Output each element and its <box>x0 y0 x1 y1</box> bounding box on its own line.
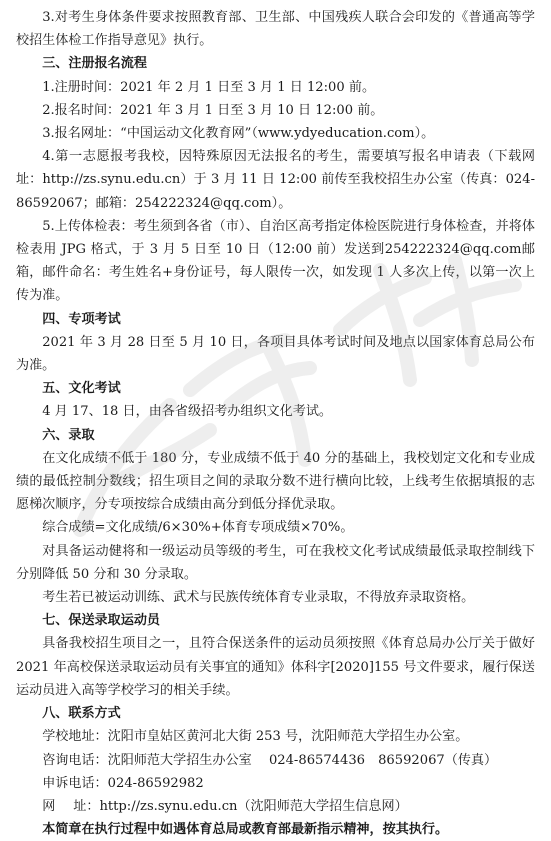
appeal-value: 024-86592982 <box>107 775 204 791</box>
admission-rule-paragraph: 在文化成绩不低于 180 分，专业成绩不低于 40 分的基础上，我校划定文化和专业成绩的最低控制分数线；招生项目之间的录取分数不进行横向比较，上线考生依据填报的志愿梯次顺序，分专项按综合成绩由高分到低分择优录取。 <box>16 450 535 513</box>
escort-admission-paragraph: 具备我校招生项目之一，且符合保送条件的运动员须按照《体育总局办公厅关于做好 2021 年高校保送录取运动员有关事宜的通知》体科字[2020]155 号文件要求，履行保送运动员进入高等学校学习的相关手续。 <box>16 636 535 698</box>
contact-address-row <box>16 725 535 748</box>
contact-website-row <box>16 795 535 818</box>
section-heading-specialty-exam: 四、专项考试 <box>42 311 121 327</box>
special-application-item: 4.第一志愿报考我校，因特殊原因无法报名的考生，需要填写报名申请表（下载网址：http://zs.synu.edu.cn）于 3 月 11 日 12:00 前传至我校招生办公室（传真：024-86592067；邮箱：254222324@qq.com）。 <box>16 149 535 211</box>
contact-appeal-row <box>16 772 535 795</box>
application-time-item: 2.报名时间：2021 年 3 月 1 日至 3 月 10 日 12:00 前。 <box>42 102 384 118</box>
appeal-label: 申诉电话： <box>42 775 108 791</box>
athlete-bonus-paragraph: 对具备运动健将和一级运动员等级的考生，可在我校文化考试成绩最低录取控制线下分别降低 50 分和 30 分录取。 <box>16 543 535 582</box>
specialty-exam-paragraph: 2021 年 3 月 28 日至 5 月 10 日，各项目具体考试时间及地点以国家体育总局公布为准。 <box>16 334 535 374</box>
no-abandon-paragraph: 考生若已被运动训练、武术与民族传统体育专业录取，不得放弃录取资格。 <box>42 590 475 606</box>
address-label: 学校地址： <box>42 729 108 745</box>
section-heading-registration: 三、注册报名流程 <box>42 56 147 72</box>
health-requirement-paragraph: 3.对考生身体条件要求按照教育部、卫生部、中国残疾人联合会印发的《普通高等学校招生体检工作指导意见》执行。 <box>16 10 535 49</box>
website-value[interactable]: http://zs.synu.edu.cn（沈阳师范大学招生信息网） <box>99 798 408 814</box>
composite-score-formula: 综合成绩=文化成绩/6×30%+体育专项成绩×70%。 <box>42 520 354 536</box>
culture-exam-paragraph: 4 月 17、18 日，由各省级招考办组织文化考试。 <box>42 404 333 420</box>
final-note: 本简章在执行过程中如遇体育总局或教育部最新指示精神，按其执行。 <box>42 822 449 838</box>
section-heading-escort-admission: 七、保送录取运动员 <box>42 613 161 629</box>
contact-phone-row <box>16 749 535 772</box>
phone-label: 咨询电话： <box>42 752 108 768</box>
website-label-second: 址： <box>73 798 100 814</box>
section-heading-culture-exam: 五、文化考试 <box>42 381 121 397</box>
website-label-first: 网 <box>42 798 56 814</box>
section-heading-admission: 六、录取 <box>42 427 95 443</box>
medical-form-upload-item: 5.上传体检表：考生须到各省（市）、自治区高考指定体检医院进行身体检查，并将体检表用 JPG 格式，于 3 月 5 日至 10 日（12:00 前）发送到254222324@qq.com邮箱，邮件命名：考生姓名+身份证号，每人限传一次，如发现 1 人多次上传，以第一次上传为准。 <box>16 218 535 304</box>
registration-time-item: 1.注册时间：2021 年 2 月 1 日至 3 月 1 日 12:00 前。 <box>42 79 376 95</box>
phone-value: 沈阳师范大学招生办公室 024-86574436 86592067（传真） <box>107 752 498 768</box>
address-value: 沈阳市皇姑区黄河北大街 253 号，沈阳师范大学招生办公室。 <box>107 729 469 745</box>
section-heading-contact: 八、联系方式 <box>42 706 121 722</box>
application-website-item: 3.报名网址：“中国运动文化教育网”（www.ydyeducation.com）。 <box>42 126 435 142</box>
